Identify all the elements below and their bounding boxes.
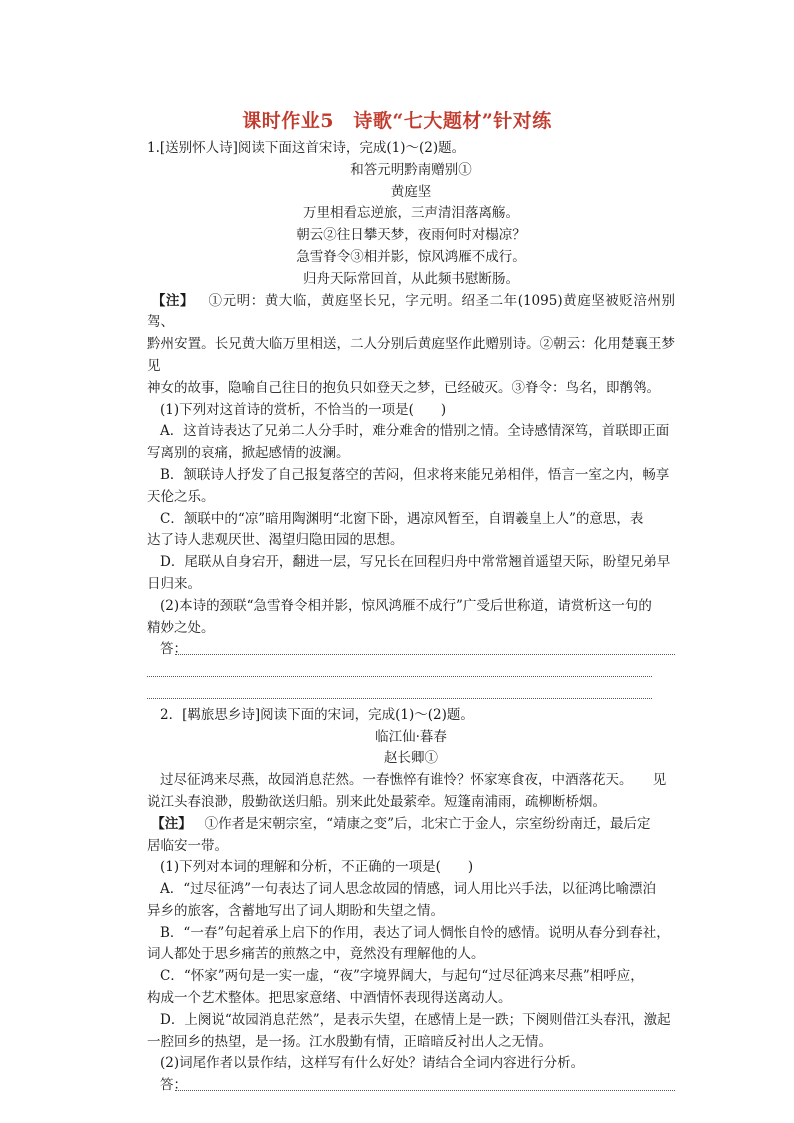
q1-option-a: A．这首诗表达了兄弟二人分手时，难分难舍的惜别之情。全诗感情深笃，首联即正面 bbox=[160, 423, 670, 440]
q1-note-line: 黔州安置。长兄黄大临万里相送，二人分别后黄庭坚作此赠别诗。②朝云：化用楚襄王梦见 bbox=[147, 336, 675, 374]
q2-sub1: (1)下列对本词的理解和分析，不正确的一项是( ) bbox=[160, 859, 474, 876]
q1-note-line: 神女的故事，隐喻自己往日的抱负只如登天之梦，已经破灭。③脊令：鸟名，即鹡鸰。 bbox=[147, 379, 660, 396]
q1-option-c-cont: 达了诗人悲观厌世、渴望归隐田园的思想。 bbox=[147, 532, 404, 549]
q1-note bbox=[147, 291, 675, 335]
q2-answer-label: 答： bbox=[160, 1077, 187, 1094]
q2-poem-author: 赵长卿① bbox=[384, 750, 438, 767]
answer-dotted-line bbox=[147, 676, 652, 677]
q2-option-c-cont: 构成一个艺术整体。把思家意绪、中酒情怀表现得送离动人。 bbox=[147, 990, 512, 1007]
q2-option-a-cont: 异乡的旅客，含蓄地写出了词人期盼和失望之情。 bbox=[147, 902, 444, 919]
page-title: 课时作业5 诗歌“七大题材”针对练 bbox=[242, 110, 552, 132]
q1-option-d-cont: 日归来。 bbox=[147, 575, 201, 592]
q1-sub1: (1)下列对这首诗的赏析，不恰当的一项是( ) bbox=[160, 401, 447, 418]
q1-poem-title: 和答元明黔南赠别① bbox=[350, 161, 472, 178]
q2-poem-text: 过尽征鸿来尽燕，故园消息茫然。一春憔悴有谁怜？怀家寒食夜，中酒落花天。 见 bbox=[160, 772, 667, 789]
q1-option-b: B．颔联诗人抒发了自己报复落空的苦闷，但求将来能兄弟相伴，悟言一室之内，畅享 bbox=[160, 466, 670, 483]
q1-option-b-cont: 天伦之乐。 bbox=[147, 488, 215, 505]
q2-option-b-cont: 词人都处于思乡痛苦的煎熬之中，竟然没有理解他的人。 bbox=[147, 946, 485, 963]
q1-note-label: 【注】 bbox=[151, 292, 195, 309]
q2-option-d: D．上阕说“故园消息茫然”，是表示失望，在感情上是一跌；下阕则借江头春汛，激起 bbox=[160, 1011, 671, 1028]
q1-answer-line[interactable] bbox=[147, 683, 675, 705]
q1-option-d: D．尾联从自身宕开，翻进一层，写兄长在回程归舟中常常翘首遥望天际，盼望兄弟早 bbox=[160, 554, 671, 571]
q2-note-label: 【注】 bbox=[151, 815, 192, 832]
q1-poem-line: 万里相看忘逆旅，三声清泪落离觞。 bbox=[303, 205, 519, 222]
q2-option-d-cont: 一腔回乡的热望，是一扬。江水殷勤有情，正暗暗反衬出人之无情。 bbox=[147, 1033, 552, 1050]
q2-sub2: (2)词尾作者以景作结，这样写有什么好处？请结合全词内容进行分析。 bbox=[160, 1055, 585, 1072]
answer-dotted-line bbox=[175, 654, 675, 655]
document-body bbox=[147, 138, 675, 1097]
answer-dotted-line bbox=[175, 1090, 675, 1091]
q2-option-a: A．“过尽征鸿”一句表达了词人思念故园的情感，词人用比兴手法，以征鸿比喻漂泊 bbox=[160, 881, 657, 898]
q2-intro: 2．[羁旅思乡诗]阅读下面的宋词，完成(1)～(2)题。 bbox=[160, 706, 474, 723]
answer-dotted-line bbox=[147, 698, 652, 699]
q1-sub2-cont: 精妙之处。 bbox=[147, 619, 215, 636]
q1-poem-line: 急雪脊令③相并影，惊风鸿雁不成行。 bbox=[296, 248, 526, 265]
q2-note bbox=[147, 814, 675, 836]
q1-poem-line: 朝云②往日攀天梦，夜雨何时对榻凉？ bbox=[296, 227, 526, 244]
q2-answer-line[interactable] bbox=[147, 1075, 675, 1097]
q2-option-b: B．“一春”句起着承上启下的作用，表达了词人惆怅自怜的感情。说明从春分到春社， bbox=[160, 924, 670, 941]
q1-option-a-cont: 写离别的哀痛，掀起感情的波澜。 bbox=[147, 445, 350, 462]
q1-answer-label: 答： bbox=[160, 641, 187, 658]
q1-poem-line: 归舟天际常回首，从此频书慰断肠。 bbox=[303, 270, 519, 287]
q1-sub2: (2)本诗的颈联“急雪脊令相并影，惊风鸿雁不成行”广受后世称道，请赏析这一句的 bbox=[160, 597, 652, 614]
q1-answer-line[interactable] bbox=[147, 639, 675, 661]
q2-note-line: ①作者是宋朝宗室，“靖康之变”后，北宋亡于金人，宗室纷纷南迁，最后定 bbox=[204, 815, 651, 832]
q2-note-line: 居临安一带。 bbox=[147, 837, 228, 854]
q1-note-line: ①元明：黄大临，黄庭坚长兄，字元明。绍圣二年(1095)黄庭坚被贬涪州别驾、 bbox=[147, 292, 676, 331]
q2-poem-text-cont: 说江头春浪渺，殷勤欲送归船。别来此处最萦牵。短篷南浦雨，疏柳断桥烟。 bbox=[147, 793, 606, 810]
q1-answer-line[interactable] bbox=[147, 661, 675, 683]
q1-option-c: C．颔联中的“凉”暗用陶渊明“北窗下卧，遇凉风暂至，自谓羲皇上人”的意思，表 bbox=[160, 510, 644, 527]
q1-intro: 1.[送别怀人诗]阅读下面这首宋诗，完成(1)～(2)题。 bbox=[147, 140, 466, 156]
q1-poem-author: 黄庭坚 bbox=[390, 183, 432, 200]
q2-poem-title: 临江仙·暮春 bbox=[375, 728, 447, 745]
q2-option-c: C．“怀家”两句是一实一虚，“夜”字境界阔大，与起句“过尽征鸿来尽燕”相呼应， bbox=[160, 968, 644, 985]
